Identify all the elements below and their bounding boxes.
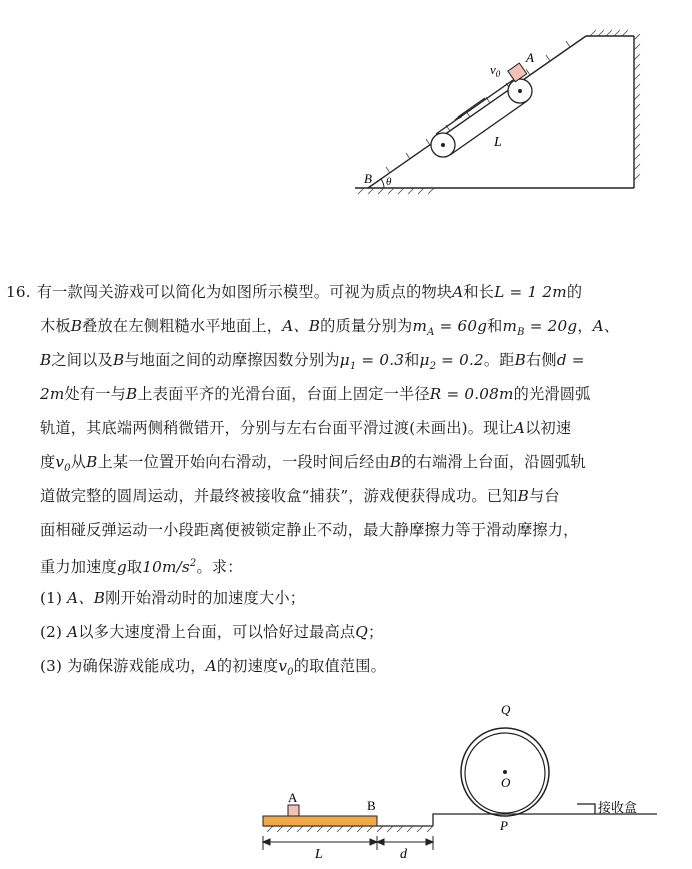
- incline-label-b: B: [364, 171, 372, 186]
- wall-hatching: [634, 34, 640, 180]
- loop-label-b: B: [367, 798, 376, 813]
- problem-line-4: 2m处有一与B上表面平齐的光滑台面，台面上固定一半径R = 0.08m的光滑圆弧: [40, 385, 591, 403]
- incline-label-a: A: [526, 50, 534, 65]
- sub-question-2: (2) A以多大速度滑上台面，可以恰好过最高点Q；: [40, 623, 384, 641]
- loop-label-p: P: [500, 818, 508, 833]
- problem-line-8: 面相碰反弹运动一小段距离便被锁定静止不动，最大静摩擦力等于滑动摩擦力，: [40, 521, 579, 539]
- loop-label-l: L: [315, 847, 323, 862]
- incline-label-l: L: [494, 135, 502, 150]
- loop-figure: [255, 690, 675, 865]
- question-number: 16.: [6, 283, 31, 301]
- board-b: [263, 816, 377, 826]
- conveyor-belt: [431, 79, 532, 157]
- bottom-hatching: [358, 188, 434, 194]
- angle-arc: [381, 179, 384, 188]
- sub-question-3: (3) 为确保游戏能成功，A的初速度$v_0$的取值范围。: [40, 657, 387, 679]
- loop-label-a: A: [288, 790, 298, 805]
- sub-question-1: (1) A、B刚开始滑动时的加速度大小；: [40, 589, 306, 607]
- incline-surface: [368, 36, 586, 188]
- incline-label-theta: θ: [386, 176, 392, 188]
- problem-line-7: 道做完整的圆周运动，并最终被接收盒“捕获”，游戏便获得成功。已知B与台: [40, 487, 560, 505]
- incline-hatching: [386, 41, 570, 173]
- block-a-loop: [288, 805, 299, 816]
- loop-center-dot: [503, 770, 507, 774]
- problem-line-2: 木板B叠放在左侧粗糙水平地面上，A、B的质量分别为$m_A = 60g$和$m_B = 20g$，A、: [40, 317, 620, 339]
- incline-label-v0: $v_0$: [490, 62, 501, 79]
- receiving-box-label: 接收盒: [598, 800, 638, 815]
- incline-figure: [340, 28, 650, 208]
- platform-step: [433, 814, 657, 826]
- problem-line-9: 重力加速度g取$10m/s^2$。求：: [40, 558, 243, 577]
- problem-line-6: 度$v_0$从B上某一位置开始向右滑动，一段时间后经由B的右端滑上台面，沿圆弧轨: [40, 453, 586, 475]
- problem-line-3: B之间以及B与地面之间的动摩擦因数分别为$\mu_1 = 0.3$和$\mu_2 = 0.2$。距B右侧d =: [40, 351, 585, 373]
- top-hatching: [590, 30, 628, 36]
- problem-line-5: 轨道，其底端两侧稍微错开，分别与左右台面平滑过渡(未画出)。现让A以初速: [40, 419, 572, 437]
- problem-line-1: 16. 有一款闯关游戏可以简化为如图所示模型。可视为质点的物块A和长L = 1 2m的: [6, 283, 583, 301]
- left-ground-hatching: [267, 826, 433, 832]
- loop-label-o: O: [501, 775, 511, 790]
- loop-label-d: d: [400, 847, 407, 862]
- receiving-box: [577, 804, 595, 814]
- loop-label-q: Q: [501, 702, 511, 717]
